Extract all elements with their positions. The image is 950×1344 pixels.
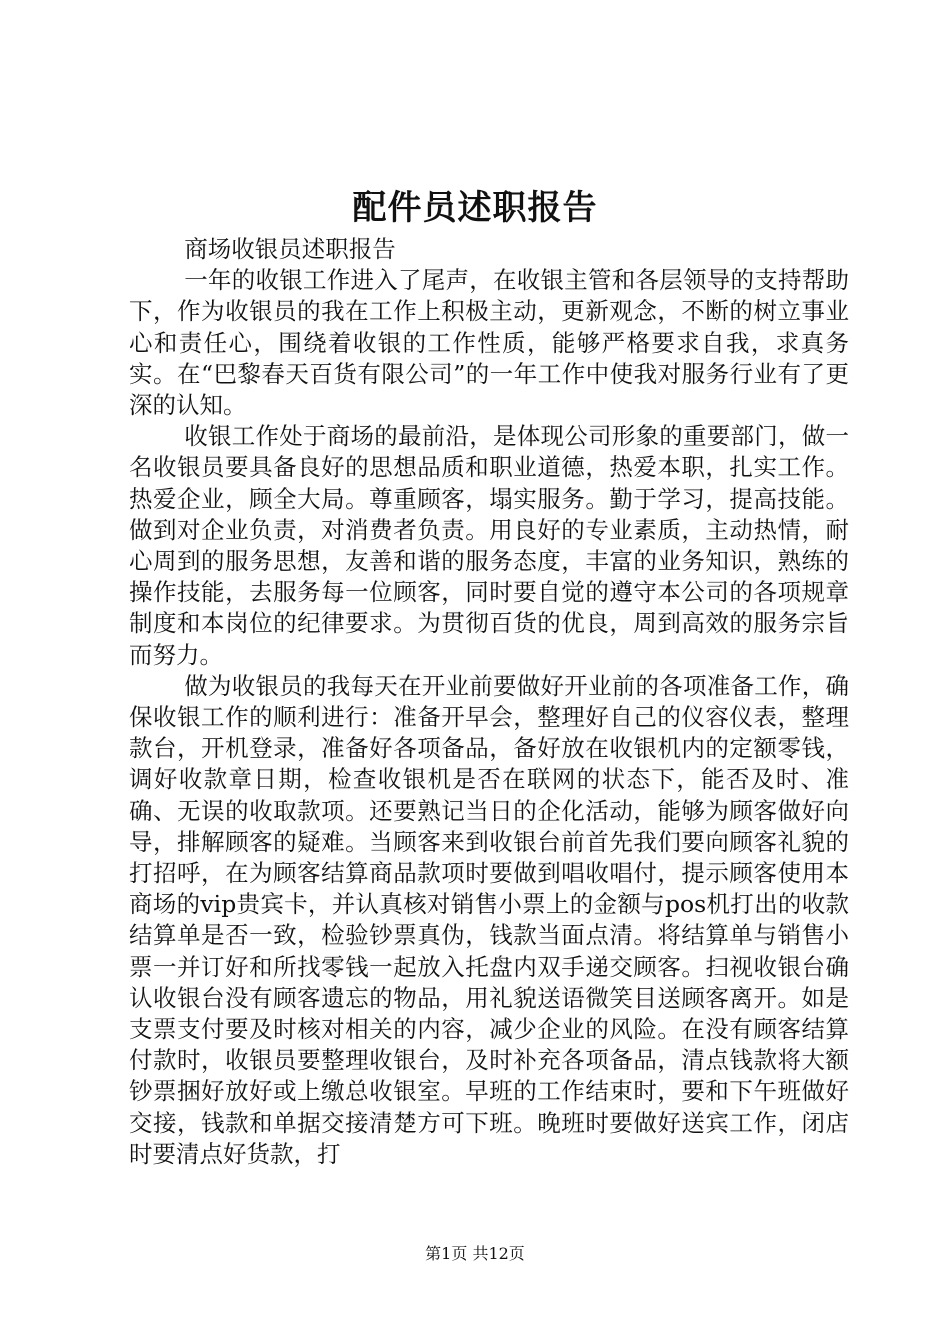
paragraph-subtitle: 商场收银员述职报告	[184, 235, 396, 263]
page-footer: 第1页 共12页	[425, 1244, 525, 1263]
document-title: 配件员述职报告	[352, 188, 598, 228]
paragraph-intro: 一年的收银工作进入了尾声，在收银主管和各层领导的支持帮助下，作为收银员的我在工作上积极主动，更新观念，不断的树立事业心和责任心，围绕着收银的工作性质，能够严格要求自我，求真务实。在“巴黎春天百货有限公司”的一年工作中使我对服务行业有了更深的认知。	[129, 266, 849, 420]
paragraph-daily-work: 做为收银员的我每天在开业前要做好开业前的各项准备工作，确保收银工作的顺利进行：准备开早会，整理好自己的仪容仪表，整理款台，开机登录，准备好各项备品，备好放在收银机内的定额零钱，调好收款章日期，检查收银机是否在联网的状态下，能否及时、准确、无误的收取款项。还要熟记当日的企化活动，能够为顾客做好向导，排解顾客的疑难。当顾客来到收银台前首先我们要向顾客礼貌的打招呼，在为顾客结算商品款项时要做到唱收唱付，提示顾客使用本商场的vip贵宾卡，并认真核对销售小票上的金额与pos机打出的收款结算单是否一致，检验钞票真伪，钱款当面点清。将结算单与销售小票一并订好和所找零钱一起放入托盘内双手递交顾客。扫视收银台确认收银台没有顾客遗忘的物品，用礼貌送语微笑目送顾客离开。如是支票支付要及时核对相关的内容，减少企业的风险。在没有顾客结算付款时，收银员要整理收银台，及时补充各项备品，清点钱款将大额钞票捆好放好或上缴总收银室。早班的工作结束时，要和下午班做好交接，钱款和单据交接清楚方可下班。晚班时要做好送宾工作，闭店时要清点好货款，打	[129, 671, 849, 1168]
paragraph-duties: 收银工作处于商场的最前沿，是体现公司形象的重要部门，做一名收银员要具备良好的思想品质和职业道德，热爱本职，扎实工作。热爱企业，顾全大局。尊重顾客，塌实服务。勤于学习，提高技能。做到对企业负责，对消费者负责。用良好的专业素质，主动热情，耐心周到的服务思想，友善和谐的服务态度，丰富的业务知识，熟练的操作技能，去服务每一位顾客，同时要自觉的遵守本公司的各项规章制度和本岗位的纪律要求。为贯彻百货的优良，周到高效的服务宗旨而努力。	[129, 422, 849, 669]
document-body	[129, 234, 849, 1170]
